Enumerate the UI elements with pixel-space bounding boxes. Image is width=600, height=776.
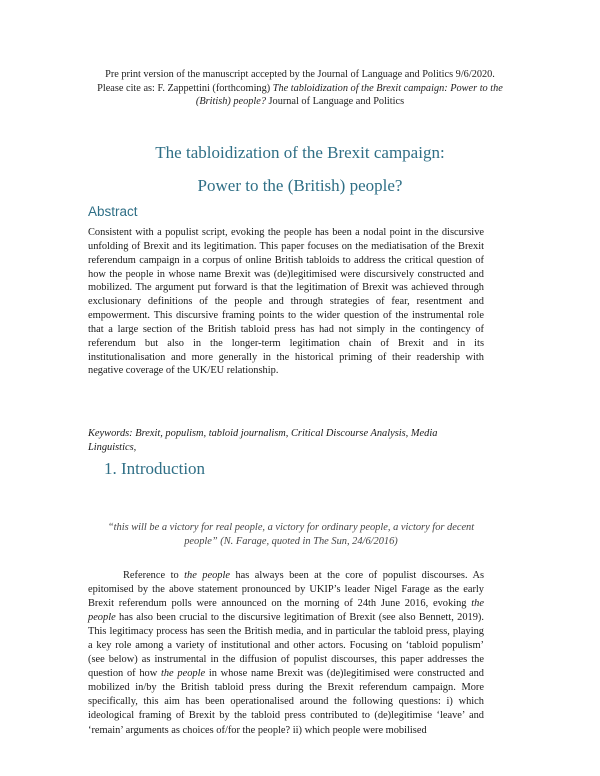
body-text: has also been crucial to the discursive legitimation of Brexit (see also Bennett, 2019). This legitimacy process has seen the British media, and in particular the tabloid press, playing a key role among a variety of institutional and other actors. Focusing on ‘tabloid populism’ (see below) as instrumental in the diffusion of populist discourses, this paper addresses the question of how — [88, 612, 484, 680]
preprint-line: Pre print version of the manuscript accepted by the Journal of Language and Politics 9/6/2020. — [105, 69, 495, 80]
citation-prefix: Please cite as: F. Zappettini (forthcoming) — [97, 82, 273, 94]
abstract-text: Consistent with a populist script, evoking the people has been a nodal point in the discursive unfolding of Brexit and its legitimation. This paper focuses on the mediatisation of the Brexit referendum campaign in a corpus of online British tabloids to address the critical question of how the people in whose name Brexit was (de)legitimised were discursively constructed and mobilized. The argument put forward is that the legitimation of Brexit was achieved through exclusionary definitions of the people and through strategies of fear, resentment and empowerment. This discursive framing points to the wider question of the instrumental role that a large section of the British tabloid press has had not simply in the contingency of referendum but also in the longer-term legitimation chain of Brexit and in its institutionalisation and more generally in the historical priming of their readership with negative coverage of the UK/EU relationship. — [88, 227, 484, 377]
body-text: in whose name Brexit was (de)legitimised were constructed and mobilized in/by the British tabloid press during the Brexit referendum campaign. More specifically, this aim has been operationalised around the following questions: i) which ideological framing of Brexit by the tabloid press contributed to (de)legitimise ‘leave’ and ‘remain’ arguments as choices of/for the people? ii) which people were mobilised — [88, 668, 484, 736]
introduction-paragraph — [88, 569, 484, 738]
body-text: Reference to — [123, 570, 185, 581]
emphasis-the-people: the people — [184, 570, 230, 581]
epigraph-quote: “this will be a victory for real people, a victory for ordinary people, a victory for decent people” (N. Farage, quoted in The Sun, 24/6/2016) — [107, 522, 475, 547]
emphasis-the-people: the people — [160, 668, 206, 680]
citation-journal: Journal of Language and Politics — [265, 96, 405, 107]
emphasis-the-people: the people — [88, 598, 484, 624]
abstract-heading: Abstract — [88, 204, 138, 219]
introduction-heading: 1. Introduction — [104, 459, 206, 478]
citation-title: The tabloidization of the Brexit campaign: Power to the (British) people? — [195, 82, 503, 107]
citation-line — [80, 82, 520, 109]
paper-title-line2: Power to the (British) people? — [197, 176, 403, 195]
body-text: has always been at the core of populist discourses. As epitomised by the above statement pronounced by UKIP’s leader Nigel Farage as the early Brexit referendum polls were announced on the morning of 24th June 2016, evoking — [88, 570, 484, 610]
keywords: Keywords: Brexit, populism, tabloid journalism, Critical Discourse Analysis, Media Linguistics, — [88, 428, 438, 453]
paper-title-line1: The tabloidization of the Brexit campaign: — [155, 143, 445, 162]
preprint-notice — [80, 68, 520, 109]
